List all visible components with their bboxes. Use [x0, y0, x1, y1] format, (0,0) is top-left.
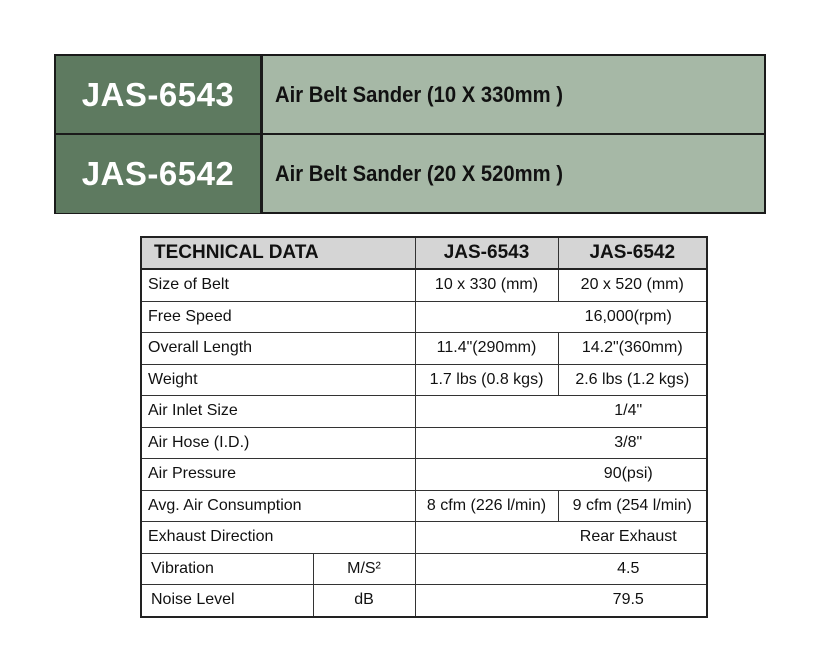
- row-weight: [141, 364, 707, 396]
- spec-value-shared: Rear Exhaust: [415, 522, 707, 554]
- row-air-pressure: [141, 459, 707, 491]
- spec-label: Avg. Air Consumption: [141, 490, 415, 522]
- technical-data-table: [140, 236, 708, 618]
- model-banner: [54, 54, 766, 214]
- spec-label: Air Hose (I.D.): [141, 427, 415, 459]
- model-description: Air Belt Sander (10 X 330mm ): [275, 82, 563, 107]
- spec-label: Air Pressure: [141, 459, 415, 491]
- spec-label: Size of Belt: [141, 269, 415, 301]
- row-noise-level: [141, 585, 707, 617]
- spec-label: Overall Length: [141, 333, 415, 365]
- spec-label: Air Inlet Size: [141, 396, 415, 428]
- spec-value-jas-6542: 14.2"(360mm): [558, 333, 707, 365]
- row-vibration: [141, 553, 707, 585]
- spec-label: Exhaust Direction: [141, 522, 415, 554]
- spec-value-shared: 79.5: [415, 585, 707, 617]
- spec-unit: M/S²: [313, 553, 415, 585]
- spec-value-shared: 4.5: [415, 553, 707, 585]
- column-header-jas-6543: JAS-6543: [415, 237, 558, 269]
- row-free-speed: [141, 301, 707, 333]
- spec-value-shared: 16,000(rpm): [415, 301, 707, 333]
- row-exhaust-direction: [141, 522, 707, 554]
- spec-value-jas-6542: 2.6 lbs (1.2 kgs): [558, 364, 707, 396]
- row-air-hose: [141, 427, 707, 459]
- spec-label: Weight: [141, 364, 415, 396]
- row-overall-length: [141, 333, 707, 365]
- spec-label: Free Speed: [141, 301, 415, 333]
- banner-row-jas-6542: [56, 135, 764, 213]
- row-size-of-belt: [141, 269, 707, 301]
- model-number: JAS-6543: [56, 56, 260, 134]
- banner-row-jas-6543: [56, 56, 764, 134]
- model-number: JAS-6542: [56, 135, 260, 213]
- banner-column-divider: [260, 56, 263, 212]
- table-title: TECHNICAL DATA: [141, 237, 415, 269]
- spec-unit: dB: [313, 585, 415, 617]
- table-header-row: [141, 237, 707, 269]
- row-air-consumption: [141, 490, 707, 522]
- spec-value-jas-6543: 10 x 330 (mm): [415, 269, 558, 301]
- spec-value-shared: 1/4": [415, 396, 707, 428]
- spec-value-jas-6542: 20 x 520 (mm): [558, 269, 707, 301]
- spec-label: Vibration: [141, 553, 313, 585]
- spec-label: Noise Level: [141, 585, 313, 617]
- spec-value-jas-6543: 8 cfm (226 l/min): [415, 490, 558, 522]
- spec-value-jas-6542: 9 cfm (254 l/min): [558, 490, 707, 522]
- spec-value-shared: 3/8": [415, 427, 707, 459]
- row-air-inlet-size: [141, 396, 707, 428]
- column-header-jas-6542: JAS-6542: [558, 237, 707, 269]
- spec-value-jas-6543: 11.4"(290mm): [415, 333, 558, 365]
- model-description: Air Belt Sander (20 X 520mm ): [275, 161, 563, 186]
- spec-value-jas-6543: 1.7 lbs (0.8 kgs): [415, 364, 558, 396]
- spec-value-shared: 90(psi): [415, 459, 707, 491]
